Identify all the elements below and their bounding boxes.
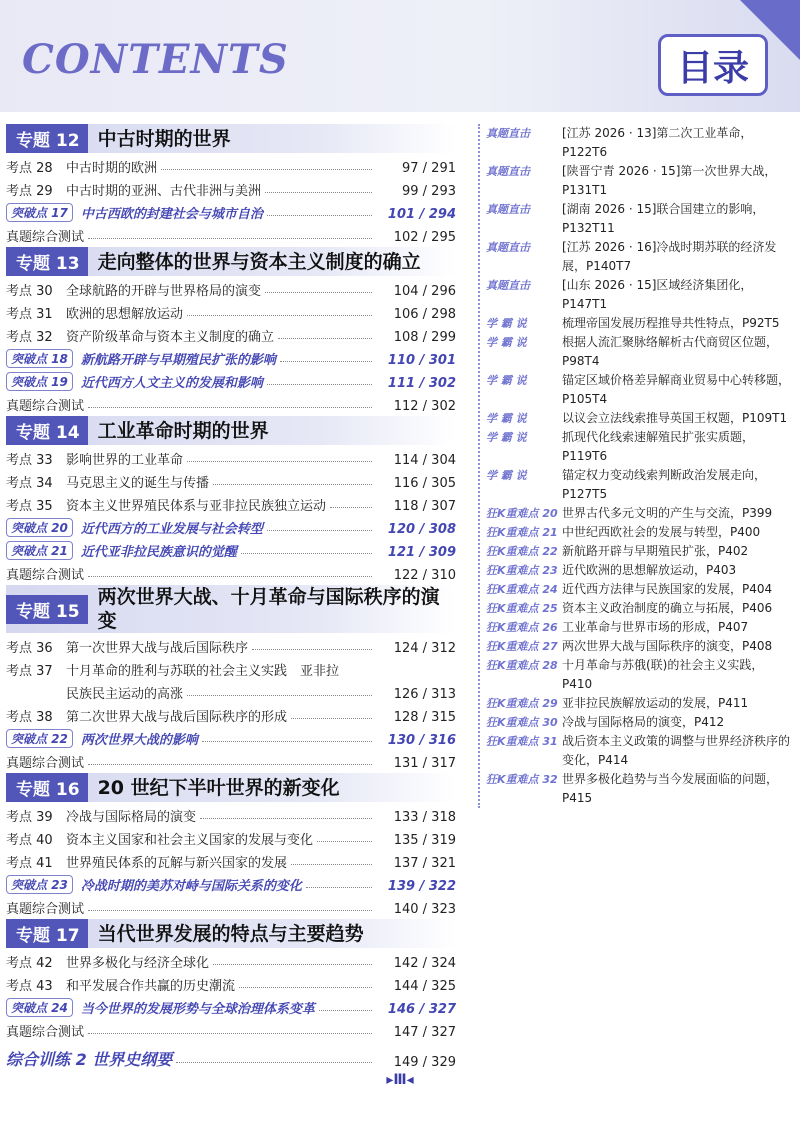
row-title: 冷战与国际格局的演变 [66, 810, 197, 825]
toc-row[interactable] [6, 299, 456, 322]
breakthrough-row[interactable] [6, 345, 456, 368]
side-note-label: 狂K重难点 21 [486, 526, 558, 539]
toc-row[interactable] [6, 153, 456, 176]
row-key: 考点 30 [6, 284, 53, 299]
side-note-text: 世界古代多元文明的产生与交流，P399 [562, 506, 773, 520]
toc-row[interactable] [6, 948, 456, 971]
row-title: 民族民主运动的高涨 [66, 687, 184, 702]
page-ref: 101 / 294 [387, 207, 456, 222]
side-note-item[interactable] [486, 580, 791, 599]
row-title: 资本主义世界殖民体系与亚非拉民族独立运动 [66, 499, 327, 514]
side-note-label: 狂K重难点 29 [486, 697, 558, 710]
leader-dots [265, 192, 372, 193]
topic-title: 工业革命时期的世界 [97, 419, 269, 442]
final-training-row[interactable] [6, 1044, 456, 1070]
toc-row[interactable] [6, 391, 456, 414]
row-key: 考点 40 [6, 833, 53, 848]
side-note-label: 狂K重难点 28 [486, 659, 558, 672]
side-note-text: 以议会立法线索推导英国王权题，P109T1 [562, 411, 788, 425]
topic-tag: 专题 17 [6, 919, 88, 948]
side-note-item[interactable] [486, 618, 791, 637]
side-note-text: 根据人流汇聚脉络解析古代商贸区位题，P98T4 [562, 335, 779, 368]
leader-dots [278, 338, 372, 339]
leader-dots [202, 741, 372, 742]
mulu-badge: 目录 [658, 34, 768, 96]
toc-row[interactable] [6, 802, 456, 825]
row-title: 近代亚非拉民族意识的觉醒 [80, 545, 237, 560]
side-note-label: 真题直击 [486, 165, 530, 178]
row-key: 突破点 24 [6, 998, 73, 1017]
breakthrough-row[interactable] [6, 199, 456, 222]
row-key: 突破点 20 [6, 518, 73, 537]
leader-dots [88, 1033, 372, 1034]
toc-row[interactable] [6, 176, 456, 199]
leader-dots [88, 576, 372, 577]
row-title: 马克思主义的诞生与传播 [66, 476, 210, 491]
row-key: 真题综合测试 [6, 230, 85, 245]
leader-dots [291, 864, 372, 865]
side-note-item[interactable] [486, 523, 791, 542]
side-note-label: 学 霸 说 [486, 317, 527, 330]
side-note-text: 锚定权力变动线索判断政治发展走向，P127T5 [562, 468, 767, 501]
side-note-text: [山东 2026 · 15]区域经济集团化，P147T1 [562, 278, 753, 311]
topic-header [6, 585, 456, 633]
topic-header [6, 124, 456, 153]
leader-dots [319, 1010, 372, 1011]
side-note-item[interactable] [486, 371, 791, 409]
page-ref: 102 / 295 [393, 230, 456, 245]
row-title: 新航路开辟与早期殖民扩张的影响 [80, 353, 276, 368]
row-key: 考点 35 [6, 499, 53, 514]
page-ref: 116 / 305 [393, 476, 456, 491]
topic-header [6, 416, 456, 445]
leader-dots [213, 484, 372, 485]
row-key: 考点 42 [6, 956, 53, 971]
side-note-item[interactable] [486, 314, 791, 333]
row-key: 突破点 21 [6, 541, 73, 560]
page-ref: 133 / 318 [393, 810, 456, 825]
row-title: 资本主义国家和社会主义国家的发展与变化 [66, 833, 314, 848]
page-ref: 135 / 319 [393, 833, 456, 848]
page-ref: 120 / 308 [387, 522, 456, 537]
row-title: 冷战时期的美苏对峙与国际关系的变化 [80, 879, 302, 894]
side-note-label: 狂K重难点 30 [486, 716, 558, 729]
side-note-label: 学 霸 说 [486, 469, 527, 482]
page-ref: 137 / 321 [393, 856, 456, 871]
side-note-label: 学 霸 说 [486, 374, 527, 387]
side-note-text: 锚定区域价格差异解商业贸易中心转移题，P105T4 [562, 373, 791, 406]
side-note-label: 真题直击 [486, 203, 530, 216]
page-ref: 140 / 323 [393, 902, 456, 917]
leader-dots [187, 695, 372, 696]
leader-dots [252, 649, 372, 650]
row-key: 突破点 18 [6, 349, 73, 368]
row-title: 近代西方人文主义的发展和影响 [80, 376, 263, 391]
page-ref: 146 / 327 [387, 1002, 456, 1017]
row-title: 影响世界的工业革命 [66, 453, 184, 468]
side-note-item[interactable] [486, 162, 791, 200]
side-note-label: 学 霸 说 [486, 431, 527, 444]
row-key: 真题综合测试 [6, 1025, 85, 1040]
row-title: 中古时期的亚洲、古代非洲与美洲 [66, 184, 262, 199]
leader-dots [241, 553, 372, 554]
leader-dots [187, 461, 372, 462]
topic-tag: 专题 14 [6, 416, 88, 445]
row-key: 考点 33 [6, 453, 53, 468]
row-key: 考点 34 [6, 476, 53, 491]
side-note-text: 亚非拉民族解放运动的发展，P411 [562, 696, 749, 710]
leader-dots [267, 530, 372, 531]
topic-tag: 专题 15 [6, 595, 88, 624]
breakthrough-row[interactable] [6, 537, 456, 560]
side-note-text: 抓现代化线索速解殖民扩张实质题，P119T6 [562, 430, 755, 463]
side-note-text: 近代欧洲的思想解放运动，P403 [562, 563, 737, 577]
toc-row[interactable] [6, 222, 456, 245]
row-title: 世界多极化与经济全球化 [66, 956, 210, 971]
toc-row[interactable] [6, 491, 456, 514]
row-title: 第二次世界大战与战后国际秩序的形成 [66, 710, 288, 725]
row-key: 突破点 23 [6, 875, 73, 894]
side-note-text: 两次世界大战与国际秩序的演变，P408 [562, 639, 773, 653]
page-ref: 112 / 302 [393, 399, 456, 414]
row-title: 近代西方的工业发展与社会转型 [80, 522, 263, 537]
side-note-label: 真题直击 [486, 241, 530, 254]
row-key: 考点 43 [6, 979, 53, 994]
page-ref: 121 / 309 [387, 545, 456, 560]
page-ref: 104 / 296 [393, 284, 456, 299]
page-ref: 99 / 293 [402, 184, 456, 199]
toc-row[interactable] [6, 702, 456, 725]
toc-row[interactable] [6, 679, 456, 702]
contents-heading: CONTENTS [22, 36, 289, 83]
side-note-text: [江苏 2026 · 13]第二次工业革命，P122T6 [562, 126, 753, 159]
side-note-text: 梳理帝国发展历程推导共性特点，P92T5 [562, 316, 780, 330]
side-note-text: 新航路开辟与早期殖民扩张，P402 [562, 544, 749, 558]
leader-dots [317, 841, 372, 842]
toc-row[interactable] [6, 656, 456, 679]
side-note-item[interactable] [486, 770, 791, 808]
side-note-text: 中世纪西欧社会的发展与转型，P400 [562, 525, 761, 539]
side-note-item[interactable] [486, 276, 791, 314]
side-note-text: 工业革命与世界市场的形成，P407 [562, 620, 749, 634]
side-note-label: 真题直击 [486, 279, 530, 292]
topic-header [6, 773, 456, 802]
leader-dots [200, 818, 372, 819]
side-note-label: 学 霸 说 [486, 336, 527, 349]
side-note-label: 狂K重难点 31 [486, 735, 558, 748]
row-key: 突破点 17 [6, 203, 73, 222]
side-note-text: 战后资本主义政策的调整与世界经济秩序的变化，P414 [562, 734, 791, 767]
side-note-label: 狂K重难点 22 [486, 545, 558, 558]
side-note-text: 世界多极化趋势与当今发展面临的问题，P415 [562, 772, 779, 805]
page-ref: 97 / 291 [402, 161, 456, 176]
topic-title: 20 世纪下半叶世界的新变化 [97, 776, 340, 799]
toc-row[interactable] [6, 560, 456, 583]
page-ref: 114 / 304 [393, 453, 456, 468]
page-ref: 106 / 298 [393, 307, 456, 322]
side-note-text: [江苏 2026 · 16]冷战时期苏联的经济发展，P140T7 [562, 240, 777, 273]
side-note-text: [陕晋宁青 2026 · 15]第一次世界大战，P131T1 [562, 164, 777, 197]
side-note-label: 狂K重难点 23 [486, 564, 558, 577]
row-key: 考点 28 [6, 161, 53, 176]
row-key: 突破点 19 [6, 372, 73, 391]
side-note-item[interactable] [486, 599, 791, 618]
leader-dots [267, 384, 372, 385]
leader-dots [330, 507, 372, 508]
toc-row[interactable] [6, 633, 456, 656]
leader-dots [265, 292, 372, 293]
side-note-item[interactable] [486, 656, 791, 694]
row-title: 全球航路的开辟与世界格局的演变 [66, 284, 262, 299]
toc-row[interactable] [6, 468, 456, 491]
row-title: 中古西欧的封建社会与城市自治 [80, 207, 263, 222]
toc-row[interactable] [6, 276, 456, 299]
breakthrough-row[interactable] [6, 871, 456, 894]
side-note-label: 狂K重难点 20 [486, 507, 558, 520]
row-title: 第一次世界大战与战后国际秩序 [66, 641, 249, 656]
side-note-item[interactable] [486, 637, 791, 656]
toc-row[interactable] [6, 848, 456, 871]
side-note-item[interactable] [486, 466, 791, 504]
side-note-label: 狂K重难点 32 [486, 773, 558, 786]
topic-tag: 专题 16 [6, 773, 88, 802]
breakthrough-row[interactable] [6, 725, 456, 748]
leader-dots [239, 987, 372, 988]
page-ref: 131 / 317 [393, 756, 456, 771]
side-note-item[interactable] [486, 713, 791, 732]
toc-left-column [6, 122, 456, 1070]
topic-header [6, 247, 456, 276]
toc-row[interactable] [6, 894, 456, 917]
side-note-item[interactable] [486, 238, 791, 276]
row-key: 考点 36 [6, 641, 53, 656]
side-note-text: 冷战与国际格局的演变，P412 [562, 715, 725, 729]
row-key: 考点 38 [6, 710, 53, 725]
side-note-label: 狂K重难点 24 [486, 583, 558, 596]
row-key: 考点 37 [6, 664, 53, 679]
toc-right-column [478, 124, 791, 808]
page-number: ▸Ⅲ◂ [386, 1072, 414, 1088]
row-key: 真题综合测试 [6, 568, 85, 583]
row-title: 当今世界的发展形势与全球治理体系变革 [80, 1002, 315, 1017]
page-ref: 130 / 316 [387, 733, 456, 748]
page-ref: 149 / 329 [393, 1055, 456, 1070]
side-note-item[interactable] [486, 542, 791, 561]
topic-tag: 专题 12 [6, 124, 88, 153]
toc-row[interactable] [6, 322, 456, 345]
side-note-item[interactable] [486, 504, 791, 523]
breakthrough-row[interactable] [6, 514, 456, 537]
side-note-item[interactable] [486, 732, 791, 770]
page-ref: 144 / 325 [393, 979, 456, 994]
leader-dots [88, 407, 372, 408]
side-note-text: 近代西方法律与民族国家的发展，P404 [562, 582, 773, 596]
page-ref: 108 / 299 [393, 330, 456, 345]
side-note-label: 狂K重难点 26 [486, 621, 558, 634]
leader-dots [306, 887, 372, 888]
row-key: 考点 29 [6, 184, 53, 199]
side-note-text: 十月革命与苏俄(联)的社会主义实践，P410 [562, 658, 764, 691]
leader-dots [88, 910, 372, 911]
side-note-item[interactable] [486, 200, 791, 238]
topic-title: 中古时期的世界 [97, 127, 231, 150]
row-title: 欧洲的思想解放运动 [66, 307, 184, 322]
row-title: 十月革命的胜利与苏联的社会主义实践 亚非拉 [66, 664, 340, 679]
row-key: 考点 32 [6, 330, 53, 345]
row-key: 考点 41 [6, 856, 53, 871]
leader-dots [88, 764, 372, 765]
page-ref: 111 / 302 [387, 376, 456, 391]
row-title: 两次世界大战的影响 [80, 733, 198, 748]
row-title: 中古时期的欧洲 [66, 161, 158, 176]
page-ref: 142 / 324 [393, 956, 456, 971]
leader-dots [187, 315, 372, 316]
toc-row[interactable] [6, 445, 456, 468]
page-ref: 110 / 301 [387, 353, 456, 368]
page-ref: 124 / 312 [393, 641, 456, 656]
toc-row[interactable] [6, 748, 456, 771]
topic-header [6, 919, 456, 948]
side-note-item[interactable] [486, 694, 791, 713]
row-key: 真题综合测试 [6, 902, 85, 917]
leader-dots [88, 238, 372, 239]
page-ref: 139 / 322 [387, 879, 456, 894]
breakthrough-row[interactable] [6, 994, 456, 1017]
leader-dots [280, 361, 372, 362]
row-key: 考点 39 [6, 810, 53, 825]
topic-title: 走向整体的世界与资本主义制度的确立 [97, 250, 421, 273]
side-note-text: [湖南 2026 · 15]联合国建立的影响，P132T11 [562, 202, 765, 235]
row-key: 真题综合测试 [6, 399, 85, 414]
leader-dots [267, 215, 372, 216]
side-note-label: 狂K重难点 27 [486, 640, 558, 653]
toc-row[interactable] [6, 971, 456, 994]
side-note-item[interactable] [486, 561, 791, 580]
side-note-label: 学 霸 说 [486, 412, 527, 425]
side-note-label: 真题直击 [486, 127, 530, 140]
leader-dots [161, 169, 372, 170]
topic-tag: 专题 13 [6, 247, 88, 276]
toc-row[interactable] [6, 1017, 456, 1040]
row-key: 突破点 22 [6, 729, 73, 748]
page-ref: 128 / 315 [393, 710, 456, 725]
page-ref: 118 / 307 [393, 499, 456, 514]
topic-title: 当代世界发展的特点与主要趋势 [97, 922, 364, 945]
side-note-text: 资本主义政治制度的确立与拓展，P406 [562, 601, 773, 615]
page-ref: 147 / 327 [393, 1025, 456, 1040]
leader-dots [213, 964, 372, 965]
row-title: 资产阶级革命与资本主义制度的确立 [66, 330, 275, 345]
side-note-item[interactable] [486, 409, 791, 428]
breakthrough-row[interactable] [6, 368, 456, 391]
toc-row[interactable] [6, 825, 456, 848]
side-note-label: 狂K重难点 25 [486, 602, 558, 615]
final-label: 综合训练 2 世界史纲要 [6, 1050, 173, 1069]
topic-title: 两次世界大战、十月革命与国际秩序的演变 [97, 586, 440, 632]
row-title: 世界殖民体系的瓦解与新兴国家的发展 [66, 856, 288, 871]
row-key: 真题综合测试 [6, 756, 85, 771]
page-ref: 126 / 313 [393, 687, 456, 702]
row-title: 和平发展合作共赢的历史潮流 [66, 979, 236, 994]
side-note-item[interactable] [486, 124, 791, 162]
side-note-item[interactable] [486, 428, 791, 466]
page-ref: 122 / 310 [393, 568, 456, 583]
side-note-item[interactable] [486, 333, 791, 371]
leader-dots [291, 718, 372, 719]
leader-dots [176, 1062, 372, 1063]
row-key: 考点 31 [6, 307, 53, 322]
